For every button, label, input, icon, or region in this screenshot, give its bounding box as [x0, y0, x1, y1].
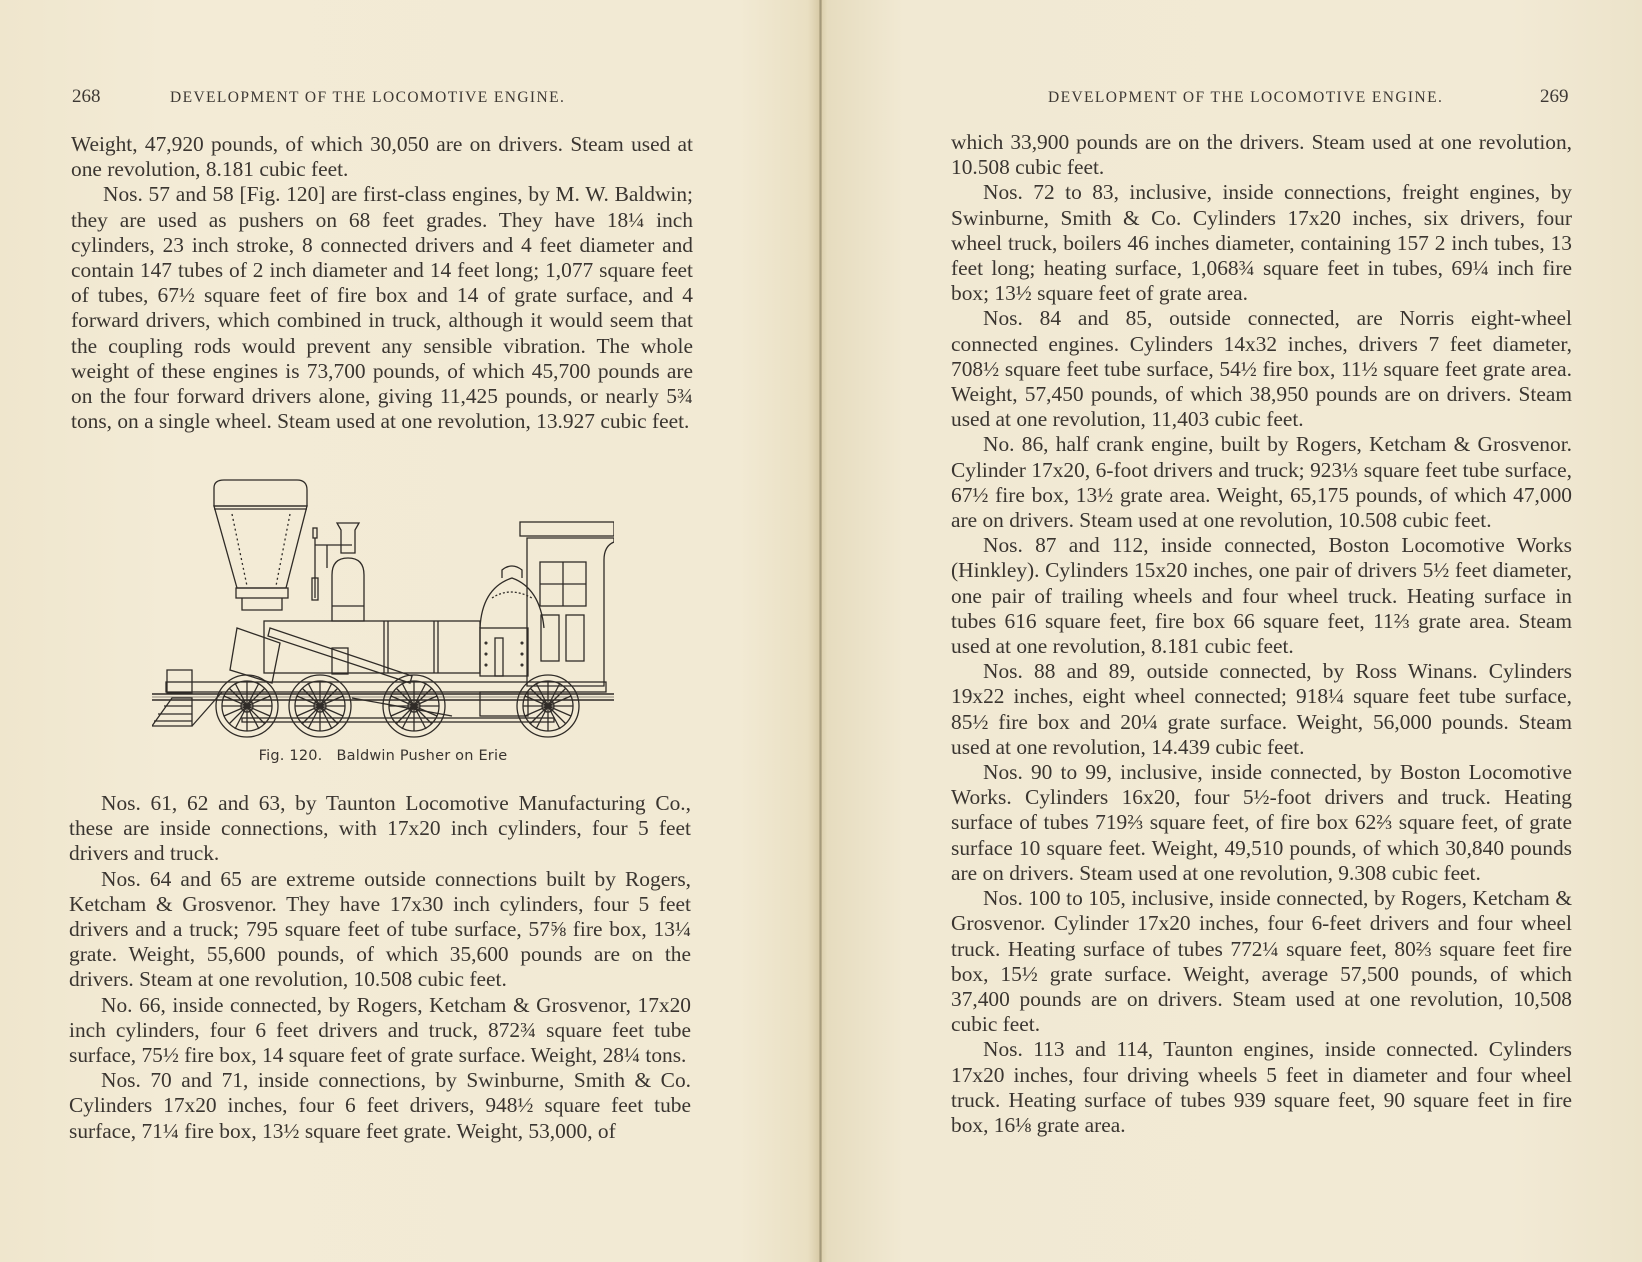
left-page: [0, 0, 819, 1262]
paragraph: Nos. 90 to 99, inclusive, inside connected, by Boston Locomotive Works. Cylinders 16x20, four 5½-foot drivers and truck. Heating surface of tubes 719⅔ square feet, of fire box 62⅔ square feet, of grate surface 10 square feet. Weight, 49,510 pounds, of which 30,840 pounds are on drivers. Steam used at one revolution, 9.308 cubic feet.: [951, 760, 1572, 885]
paragraph: No. 86, half crank engine, built by Rogers, Ketcham & Grosvenor. Cylinder 17x20, 6-foot drivers and truck; 923⅓ square feet tube surface, 67½ fire box, 13½ grate area. Weight, 65,175 pounds, of which 47,000 are on drivers. Steam used at one revolution, 10.508 cubic feet.: [951, 432, 1572, 533]
paragraph: No. 66, inside connected, by Rogers, Ketcham & Grosvenor, 17x20 inch cylinders, four 6 feet drivers and truck, 872¾ square feet tube surface, 75½ fire box, 14 square feet of grate surface. Weight, 28¼ tons.: [69, 992, 691, 1068]
figure-title: Baldwin Pusher on Erie: [336, 748, 508, 764]
paragraph: Nos. 113 and 114, Taunton engines, inside connected. Cylinders 17x20 inches, four driving wheels 5 feet in diameter and four wheel truck. Heating surface of tubes 939 square feet, 90 square feet in fire box, 16⅛ grate area.: [951, 1037, 1572, 1137]
page-number: 269: [1540, 86, 1569, 107]
page-number: 268: [72, 86, 101, 107]
locomotive-figure: [152, 478, 614, 740]
paragraph: Nos. 88 and 89, outside connected, by Ross Winans. Cylinders 19x22 inches, eight wheel connected; 918¼ square feet tube surface, 85½ fire box and 20¼ grate surface. Weight, 56,000 pounds. Steam used at one revolution, 14.439 cubic feet.: [951, 659, 1572, 759]
paragraph: Nos. 70 and 71, inside connections, by Swinburne, Smith & Co. Cylinders 17x20 inches, four 6 feet drivers, 948½ square feet tube surface, 71¼ fire box, 13½ square feet grate. Weight, 53,000, of: [69, 1068, 691, 1143]
body-text-top: [71, 132, 693, 434]
body-text-bottom: [69, 791, 691, 1144]
locomotive-illustration-icon: [152, 478, 614, 740]
right-page: [822, 0, 1642, 1262]
paragraph: Nos. 87 and 112, inside connected, Boston Locomotive Works (Hinkley). Cylinders 15x20 inches, one pair of drivers 5½ feet diameter, one pair of trailing wheels and four wheel truck. Heating surface in tubes 616 square feet, fire box 66 square feet, 11⅔ grate area. Steam used at one revolution, 8.181 cubic feet.: [951, 533, 1572, 659]
figure-caption: [152, 748, 614, 764]
paragraph: which 33,900 pounds are on the drivers. Steam used at one revolution, 10.508 cubic feet.: [951, 130, 1572, 180]
paragraph: Nos. 64 and 65 are extreme outside connections built by Rogers, Ketcham & Grosvenor. They have 17x30 inch cylinders, four 5 feet drivers and a truck; 795 square feet of tube surface, 57⅝ fire box, 13¼ grate. Weight, 55,600 pounds, of which 35,600 pounds are on the drivers. Steam at one revolution, 10.508 cubic feet.: [69, 866, 691, 992]
running-head: DEVELOPMENT OF THE LOCOMOTIVE ENGINE.: [170, 89, 566, 106]
running-head: DEVELOPMENT OF THE LOCOMOTIVE ENGINE.: [1048, 89, 1444, 106]
paragraph: Nos. 72 to 83, inclusive, inside connections, freight engines, by Swinburne, Smith & Co. Cylinders 17x20 inches, six drivers, four wheel truck, boilers 46 inches diameter, containing 157 2 inch tubes, 13 feet long; heating surface, 1,068¾ square feet in tubes, 69¼ inch fire box; 13½ square feet of grate area.: [951, 180, 1572, 306]
paragraph: Nos. 84 and 85, outside connected, are Norris eight-wheel connected engines. Cylinders 14x32 inches, drivers 7 feet diameter, 708½ square feet tube surface, 54½ fire box, 11½ square feet grate area. Weight, 57,450 pounds, of which 38,950 pounds are on drivers. Steam used at one revolution, 11,403 cubic feet.: [951, 306, 1572, 432]
paragraph: Nos. 100 to 105, inclusive, inside connected, by Rogers, Ketcham & Grosvenor. Cylinder 17x20 inches, four 6-feet drivers and four wheel truck. Heating surface of tubes 772¼ square feet, 80⅔ square feet fire box, 15½ grate surface. Weight, average 57,500 pounds, of which 37,400 pounds are on drivers. Steam used at one revolution, 10,508 cubic feet.: [951, 886, 1572, 1037]
figure-label: Fig. 120.: [258, 748, 323, 764]
body-text: [951, 130, 1572, 1138]
paragraph: Nos. 57 and 58 [Fig. 120] are first-class engines, by M. W. Baldwin; they are used as pushers on 68 feet grades. They have 18¼ inch cylinders, 23 inch stroke, 8 connected drivers and 4 feet diameter and contain 147 tubes of 2 inch diameter and 14 feet long; 1,077 square feet of tubes, 67½ square feet of fire box and 14 of grate surface, and 4 forward drivers, which combined in truck, although it would seem that the coupling rods would prevent any sensible vibration. The whole weight of these engines is 73,700 pounds, of which 45,700 pounds are on the four forward drivers alone, giving 11,425 pounds, or nearly 5¾ tons, on a single wheel. Steam used at one revolution, 13.927 cubic feet.: [71, 182, 693, 434]
paragraph: Weight, 47,920 pounds, of which 30,050 are on drivers. Steam used at one revolution, 8.181 cubic feet.: [71, 132, 693, 182]
paragraph: Nos. 61, 62 and 63, by Taunton Locomotive Manufacturing Co., these are inside connections, with 17x20 inch cylinders, four 5 feet drivers and truck.: [69, 791, 691, 866]
